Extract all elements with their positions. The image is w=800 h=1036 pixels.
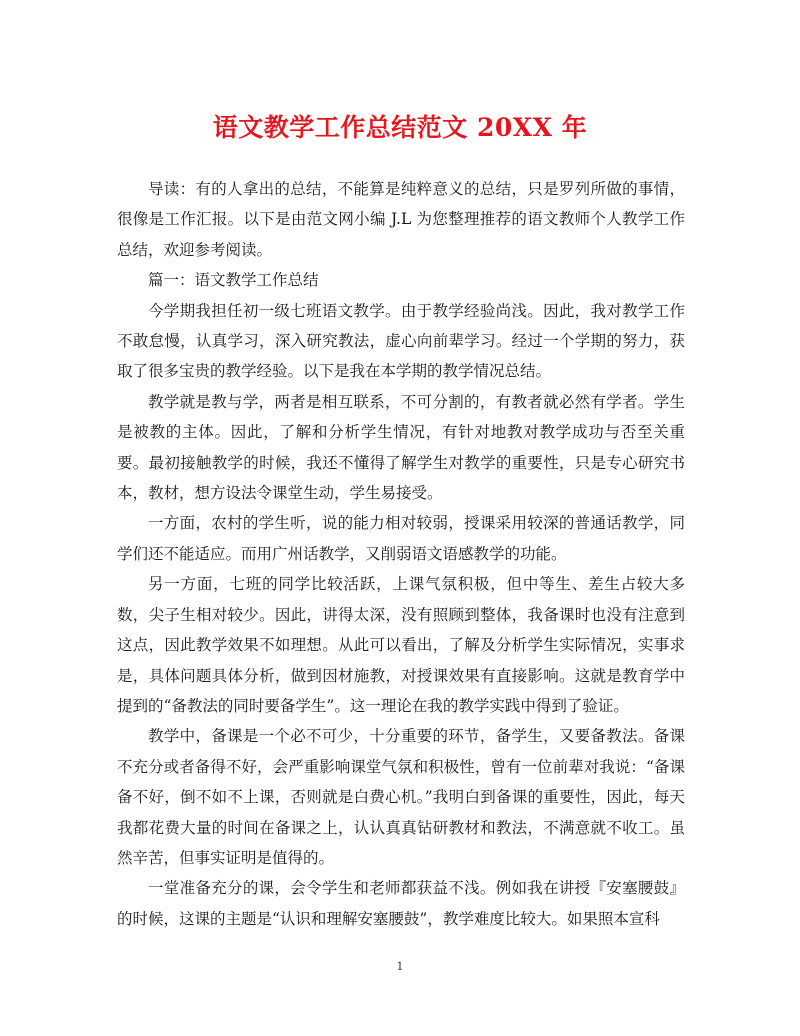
page-number: 1 [396, 960, 404, 973]
paragraph: 教学中，备课是一个必不可少，十分重要的环节，备学生，又要备教法。备课不充分或者备得不好，会严重影响课堂气氛和积极性，曾有一位前辈对我说：“备课备不好，倒不如不上课，否则就是白费心机。”我明白到备课的重要性，因此，每天我都花费大量的时间在备课之上，认认真真钻研教材和教法，不满意就不收工。虽然辛苦，但事实证明是值得的。 [117, 727, 685, 867]
paragraph: 一方面，农村的学生听，说的能力相对较弱，授课采用较深的普通话教学，同学们还不能适应。而用广州话教学，又削弱语文语感教学的功能。 [117, 514, 685, 563]
document-body [117, 174, 685, 934]
paragraph: 教学就是教与学，两者是相互联系，不可分割的，有教者就必然有学者。学生是被教的主体。因此，了解和分析学生情况，有针对地教对教学成功与否至关重要。最初接触教学的时候，我还不懂得了解学生对教学的重要性，只是专心研究书本，教材，想方设法令课堂生动，学生易接受。 [117, 392, 685, 503]
paragraph: 一堂准备充分的课，会令学生和老师都获益不浅。例如我在讲授『安塞腰鼓』的时候，这课的主题是“认识和理解安塞腰鼓”，教学难度比较大。如果照本宣科 [117, 879, 685, 928]
paragraph-section-heading: 篇一：语文教学工作总结 [148, 271, 319, 290]
document-title: 语文教学工作总结范文 20XX 年 [212, 113, 588, 142]
paragraph: 另一方面，七班的同学比较活跃，上课气氛积极，但中等生、差生占较大多数，尖子生相对较少。因此，讲得太深，没有照顾到整体，我备课时也没有注意到这点，因此教学效果不如理想。从此可以看出，了解及分析学生实际情况，实事求是，具体问题具体分析，做到因材施教，对授课效果有直接影响。这就是教育学中提到的“备教法的同时要备学生”。这一理论在我的教学实践中得到了验证。 [117, 575, 685, 715]
paragraph-intro: 导读：有的人拿出的总结，不能算是纯粹意义的总结，只是罗列所做的事情，很像是工作汇报。以下是由范文网小编 J.L 为您整理推荐的语文教师个人教学工作总结，欢迎参考阅读。 [117, 180, 685, 259]
paragraph: 今学期我担任初一级七班语文教学。由于教学经验尚浅。因此，我对教学工作不敢怠慢，认真学习，深入研究教法，虚心向前辈学习。经过一个学期的努力，获取了很多宝贵的教学经验。以下是我在本学期的教学情况总结。 [117, 301, 685, 381]
